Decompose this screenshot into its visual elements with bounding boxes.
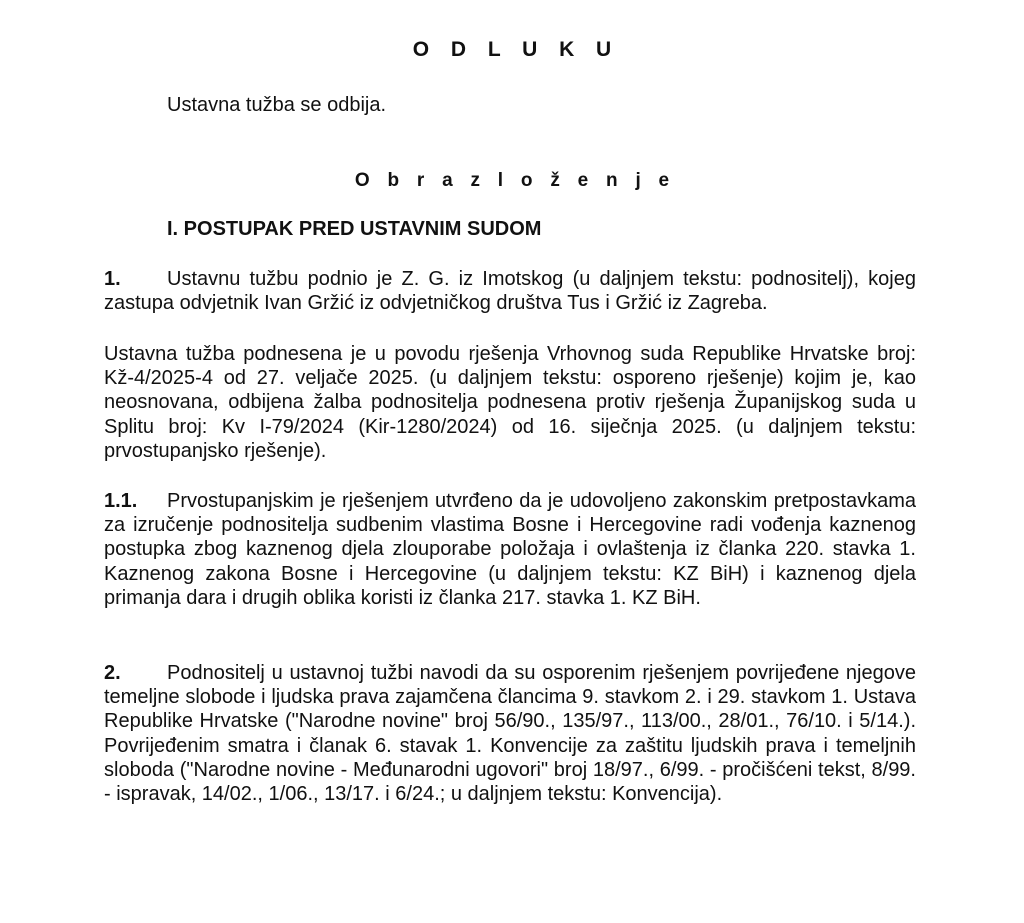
paragraph-text: Ustavnu tužbu podnio je Z. G. iz Imotskog (u daljnjem tekstu: podnositelj), kojeg zastupa odvjetnik Ivan Gržić iz odvjetničkog društva Tus i Gržić iz Zagreba. xyxy=(104,268,916,315)
paragraph-1 xyxy=(104,267,916,315)
paragraph-text: Prvostupanjskim je rješenjem utvrđeno da je udovoljeno zakonskim pretpostavkama za izručenje podnositelja sudbenim vlastima Bosne i Hercegovine radi vođenja kaznenog postupka zbog kaznenog djela zlouporabe položaja i ovlaštenja iz članka 220. stavka 1. Kaznenog zakona Bosne i Hercegovine (u daljnjem tekstu: KZ BiH) i kaznenog djela primanja dara i drugih oblika koristi iz članka 217. stavka 1. KZ BiH. xyxy=(104,490,916,609)
section-heading: I. POSTUPAK PRED USTAVNIM SUDOM xyxy=(167,218,542,240)
paragraph-number: 2. xyxy=(104,662,121,684)
verdict-text: Ustavna tužba se odbija. xyxy=(167,94,387,116)
paragraph-1-continued xyxy=(104,342,916,463)
decision-title: O D L U K U xyxy=(412,38,620,61)
reasoning-heading: O b r a z l o ž e n j e xyxy=(354,170,676,191)
paragraph-number: 1. xyxy=(104,268,121,290)
paragraph-text: Ustavna tužba podnesena je u povodu rješenja Vrhovnog suda Republike Hrvatske broj: Kž-4/2025-4 od 27. veljače 2025. (u daljnjem tekstu: osporeno rješenje) kojim je, kao neosnovana, odbijena žalba podnositelja podnesena protiv rješenja Županijskog suda u Splitu broj: Kv I-79/2024 (Kir-1280/2024) od 16. siječnja 2025. (u daljnjem tekstu: prvostupanjsko rješenje). xyxy=(104,343,916,462)
paragraph-text: Podnositelj u ustavnoj tužbi navodi da su osporenim rješenjem povrijeđene njegove temeljne slobode i ljudska prava zajamčena člancima 9. stavkom 2. i 29. stavkom 1. Ustava Republike Hrvatske ("Narodne novine" broj 56/90., 135/97., 113/00., 28/01., 76/10. i 5/14.). Povrijeđenim smatra i članak 6. stavak 1. Konvencije za zaštitu ljudskih prava i temeljnih sloboda ("Narodne novine - Međunarodni ugovori" broj 18/97., 6/99. - pročišćeni tekst, 8/99. - ispravak, 14/02., 1/06., 13/17. i 6/24.; u daljnjem tekstu: Konvencija). xyxy=(104,662,916,806)
paragraph-1-1 xyxy=(104,489,916,610)
paragraph-2 xyxy=(104,661,916,806)
paragraph-number: 1.1. xyxy=(104,490,138,512)
